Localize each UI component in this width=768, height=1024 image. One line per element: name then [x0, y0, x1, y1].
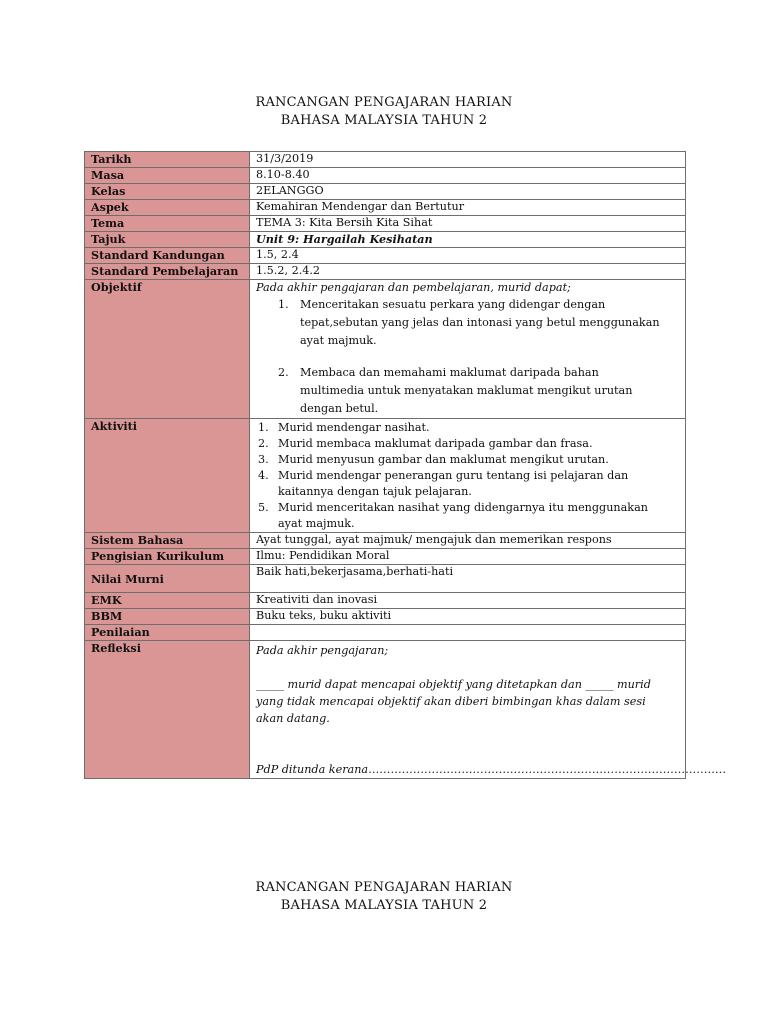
- row-kelas: [85, 184, 686, 200]
- label-kelas: Kelas: [85, 184, 250, 200]
- aktiviti-item: [256, 436, 665, 452]
- aktiviti-item-text: Murid menyusun gambar dan maklumat mengikut urutan.: [278, 453, 609, 466]
- label-standard-kandungan: Standard Kandungan: [85, 248, 250, 264]
- aktiviti-item: [256, 420, 665, 436]
- value-standard-pembelajaran: 1.5.2, 2.4.2: [250, 264, 686, 280]
- objektif-item: [256, 296, 665, 350]
- title-line-1: RANCANGAN PENGAJARAN HARIAN: [255, 880, 513, 895]
- label-nilai-murni: Nilai Murni: [85, 565, 250, 593]
- label-emk: EMK: [85, 593, 250, 609]
- objektif-item-text: Menceritakan sesuatu perkara yang didengar dengan tepat,sebutan yang jelas dan intonasi yang betul menggunakan ayat majmuk.: [300, 298, 660, 347]
- label-penilaian: Penilaian: [85, 625, 250, 641]
- refleksi-line-3: PdP ditunda kerana……………………………………………………………………………………: [256, 763, 727, 776]
- aktiviti-item-text: Murid mendengar penerangan guru tentang isi pelajaran dan kaitannya dengan tajuk pelajaran.: [278, 469, 629, 498]
- label-sistem-bahasa: Sistem Bahasa: [85, 533, 250, 549]
- row-tema: [85, 216, 686, 232]
- aktiviti-item: [256, 452, 665, 468]
- value-tema: TEMA 3: Kita Bersih Kita Sihat: [250, 216, 686, 232]
- value-masa: 8.10-8.40: [250, 168, 686, 184]
- row-standard-kandungan: [85, 248, 686, 264]
- value-aktiviti: [250, 419, 686, 533]
- refleksi-line-2: _____ murid dapat mencapai objektif yang ditetapkan dan _____ murid yang tidak mencapai objektif akan diberi bimbingan khas dalam sesi akan datang.: [256, 678, 651, 725]
- value-tarikh: 31/3/2019: [250, 152, 686, 168]
- objektif-item-number: 2.: [278, 366, 289, 379]
- aktiviti-item: [256, 500, 665, 532]
- row-objektif: [85, 280, 686, 419]
- label-standard-pembelajaran: Standard Pembelajaran: [85, 264, 250, 280]
- title-line-2: BAHASA MALAYSIA TAHUN 2: [280, 113, 488, 128]
- objektif-item-text: Membaca dan memahami maklumat daripada bahan multimedia untuk menyatakan maklumat mengikut urutan dengan betul.: [300, 366, 633, 415]
- value-nilai-murni: Baik hati,bekerjasama,berhati-hati: [250, 565, 686, 593]
- value-pengisian-kurikulum: Ilmu: Pendidikan Moral: [250, 549, 686, 565]
- refleksi-line-1: Pada akhir pengajaran;: [256, 644, 389, 657]
- aktiviti-item-text: Murid membaca maklumat daripada gambar dan frasa.: [278, 437, 593, 450]
- value-kelas: 2ELANGGO: [250, 184, 686, 200]
- label-bbm: BBM: [85, 609, 250, 625]
- aktiviti-item-number: 2.: [258, 437, 269, 450]
- label-aspek: Aspek: [85, 200, 250, 216]
- row-masa: [85, 168, 686, 184]
- row-emk: [85, 593, 686, 609]
- aktiviti-item: [256, 468, 665, 500]
- label-objektif: Objektif: [85, 280, 250, 419]
- aktiviti-item-text: Murid mendengar nasihat.: [278, 421, 430, 434]
- objektif-intro: Pada akhir pengajaran dan pembelajaran, murid dapat;: [256, 281, 571, 294]
- value-tajuk: Unit 9: Hargailah Kesihatan: [250, 232, 686, 248]
- label-tajuk: Tajuk: [85, 232, 250, 248]
- aktiviti-item-text: Murid menceritakan nasihat yang didengarnya itu menggunakan ayat majmuk.: [278, 501, 648, 530]
- objektif-list: [256, 296, 685, 418]
- row-tajuk: [85, 232, 686, 248]
- document-title-top: [0, 94, 768, 130]
- label-pengisian-kurikulum: Pengisian Kurikulum: [85, 549, 250, 565]
- row-sistem-bahasa: [85, 533, 686, 549]
- aktiviti-item-number: 1.: [258, 421, 269, 434]
- value-bbm: Buku teks, buku aktiviti: [250, 609, 686, 625]
- document-title-bottom: [0, 879, 768, 915]
- label-aktiviti: Aktiviti: [85, 419, 250, 533]
- aktiviti-item-number: 4.: [258, 469, 269, 482]
- row-pengisian-kurikulum: [85, 549, 686, 565]
- label-tarikh: Tarikh: [85, 152, 250, 168]
- label-masa: Masa: [85, 168, 250, 184]
- row-bbm: [85, 609, 686, 625]
- row-nilai-murni: [85, 565, 686, 593]
- lesson-plan-table: [84, 151, 727, 779]
- row-tarikh: [85, 152, 686, 168]
- title-line-1: RANCANGAN PENGAJARAN HARIAN: [255, 95, 513, 110]
- row-aktiviti: [85, 419, 686, 533]
- objektif-item-number: 1.: [278, 298, 289, 311]
- value-penilaian: [250, 625, 686, 641]
- value-objektif: [250, 280, 686, 419]
- value-emk: Kreativiti dan inovasi: [250, 593, 686, 609]
- label-tema: Tema: [85, 216, 250, 232]
- objektif-item: [256, 364, 665, 418]
- aktiviti-list: [256, 419, 685, 532]
- value-sistem-bahasa: Ayat tunggal, ayat majmuk/ mengajuk dan memerikan respons: [250, 533, 686, 549]
- aktiviti-item-number: 5.: [258, 501, 269, 514]
- row-penilaian: [85, 625, 686, 641]
- title-line-2: BAHASA MALAYSIA TAHUN 2: [280, 898, 488, 913]
- row-refleksi: [85, 641, 686, 779]
- label-refleksi: Refleksi: [85, 641, 250, 779]
- row-aspek: [85, 200, 686, 216]
- value-standard-kandungan: 1.5, 2.4: [250, 248, 686, 264]
- value-refleksi: [250, 641, 727, 779]
- row-standard-pembelajaran: [85, 264, 686, 280]
- value-aspek: Kemahiran Mendengar dan Bertutur: [250, 200, 686, 216]
- aktiviti-item-number: 3.: [258, 453, 269, 466]
